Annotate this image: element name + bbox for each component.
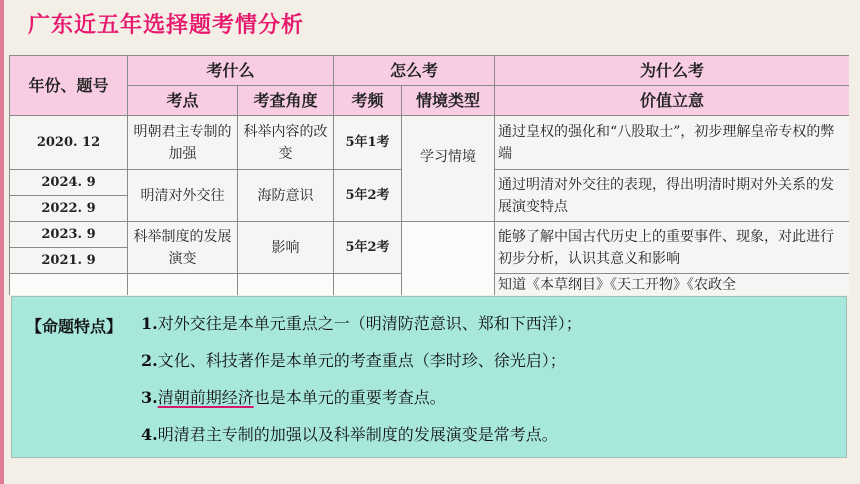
feature-highlight: 清朝前期经济 (157, 388, 254, 407)
row2-year-b: 2022. 9 (10, 196, 128, 222)
header-context: 情境类型 (402, 86, 495, 116)
row1-angle: 科举内容的改变 (238, 116, 334, 170)
row3-value: 能够了解中国古代历史上的重要事件、现象，对此进行初步分析，认识其意义和影响 (495, 222, 849, 274)
row3-point: 科举制度的发展演变 (128, 222, 238, 274)
row1-freq: 5年1考 (334, 116, 402, 170)
row3-angle: 影响 (238, 222, 334, 274)
context-group: 学习情境 (402, 116, 495, 222)
header-how: 怎么考 (334, 56, 495, 86)
header-angle: 考查角度 (238, 86, 334, 116)
header-year-topic: 年份、题号 (10, 56, 128, 116)
header-freq: 考频 (334, 86, 402, 116)
proposition-features-box (11, 296, 847, 458)
row3-year-a: 2023. 9 (10, 222, 128, 248)
header-what: 考什么 (128, 56, 334, 86)
header-why: 为什么考 (495, 56, 849, 86)
analysis-table (9, 55, 849, 295)
feature-num: 1. (141, 314, 158, 333)
feature-item-2 (141, 351, 566, 371)
row3-freq: 5年2考 (334, 222, 402, 274)
row1-value: 通过皇权的强化和“八股取士”，初步理解皇帝专权的弊端 (495, 116, 849, 170)
feature-item-3 (141, 388, 446, 408)
feature-item-1 (141, 314, 582, 334)
row4-freq (334, 274, 402, 296)
callout-label: 【命题特点】 (26, 317, 123, 336)
header-point: 考点 (128, 86, 238, 116)
feature-text: 文化、科技著作是本单元的考查重点（李时珍、徐光启）； (157, 351, 566, 370)
row4-angle (238, 274, 334, 296)
feature-text: 对外交往是本单元重点之一（明清防范意识、郑和下西洋）； (157, 314, 582, 333)
row2-value: 通过明清对外交往的表现，得出明清时期对外关系的发展演变特点 (495, 170, 849, 222)
row4-point (128, 274, 238, 296)
row4-value: 知道《本草纲目》《天工开物》《农政全 (495, 274, 849, 296)
row4-year (10, 274, 128, 296)
row3-context (402, 222, 495, 296)
feature-num: 4. (141, 425, 158, 444)
row2-point: 明清对外交往 (128, 170, 238, 222)
header-value: 价值立意 (495, 86, 849, 116)
feature-text: 明清君主专制的加强以及科举制度的发展演变是常考点。 (157, 425, 558, 444)
feature-text: 也是本单元的重要考查点。 (253, 388, 446, 407)
feature-item-4 (141, 425, 558, 445)
analysis-table-container (9, 55, 849, 295)
row2-year-a: 2024. 9 (10, 170, 128, 196)
row2-freq: 5年2考 (334, 170, 402, 222)
row1-year: 2020. 12 (10, 116, 128, 170)
row1-point: 明朝君主专制的加强 (128, 116, 238, 170)
row2-angle: 海防意识 (238, 170, 334, 222)
feature-num: 2. (141, 351, 158, 370)
feature-num: 3. (141, 388, 158, 407)
slide-title: 广东近五年选择题考情分析 (28, 13, 305, 38)
row3-year-b: 2021. 9 (10, 248, 128, 274)
left-accent-bar (0, 0, 4, 484)
